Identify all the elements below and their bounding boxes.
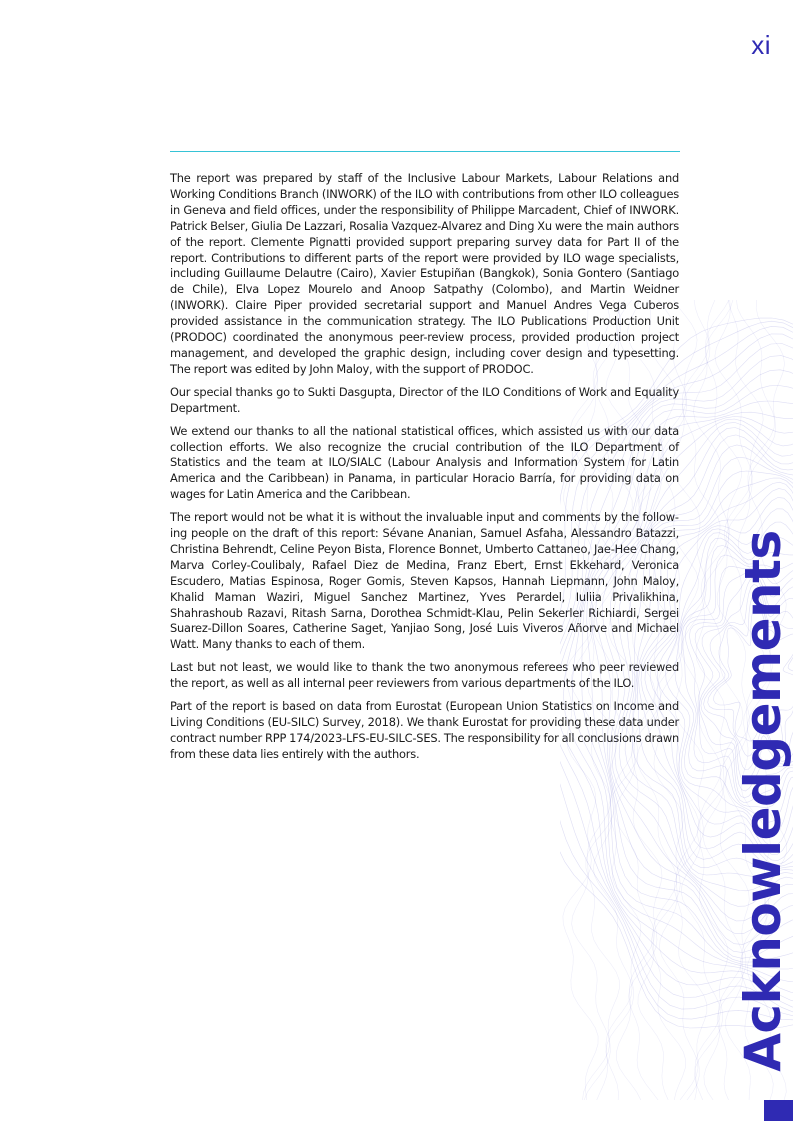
page-number: xi (751, 30, 771, 60)
corner-block (764, 1100, 793, 1121)
header-rule (170, 151, 680, 152)
paragraph-reviewers: The report would not be what it is without the invaluable input and comments by the following people on the draft of this report: Sévane Ananian, Samuel Asfaha, Alessandro Batazzi, Christina Behrendt, Celine Peyon Bista, Florence Bonnet, Umberto Cattaneo, Jae-Hee Chang, Marva Corley-Coulibaly, Rafael Diez de Medina, Franz Ebert, Ernst Ekkehard, Veronica Escudero, Matias Espinosa, Roger Gomis, Steven Kapsos, Hannah Liepmann, John Maloy, Khalid Maman Waziri, Miguel Sanchez Martinez, Yves Perardel, Iuliia Privalikhina, Shahrashoub Razavi, Ritash Sarna, Dorothea Schmidt-Klau, Pelin Sekerler Richiardi, Sergei Suarez-Dillon Soares, Catherine Saget, Yanjiao Song, José Luis Viveros Añorve and Michael Watt. Many thanks to each of them. (170, 510, 679, 652)
acknowledgements-body (170, 171, 679, 770)
paragraph-special-thanks: Our special thanks go to Sukti Dasgupta, Director of the ILO Conditions of Work and Equality Department. (170, 384, 679, 415)
paragraph-statistical-offices: We extend our thanks to all the national statistical offices, which assisted us with our data collection efforts. We also recognize the crucial contribution of the ILO Department of Statistics and the team at ILO/SIALC (Labour Analysis and Information System for Latin America and the Caribbean) in Panama, in particular Horacio Barría, for providing data on wages for Latin America and the Caribbean. (170, 423, 679, 502)
section-title-text: Acknowledgements (734, 530, 793, 1072)
paragraph-eurostat: Part of the report is based on data from Eurostat (European Union Statistics on Income and Living Conditions (EU-SILC) Survey, 2018). We thank Eurostat for providing these data under contract number RPP 174/2023-LFS-EU-SILC-SES. The responsibility for all conclusions drawn from these data lies entirely with the authors. (170, 699, 679, 761)
section-title (734, 521, 793, 1081)
paragraph-referees: Last but not least, we would like to thank the two anonymous referees who peer reviewed the report, as well as all internal peer reviewers from various departments of the ILO. (170, 660, 679, 691)
paragraph-authors: The report was prepared by staff of the Inclusive Labour Markets, Labour Relations and Working Conditions Branch (INWORK) of the ILO with contributions from other ILO colleagues in Geneva and field offices, under the responsibility of Philippe Marcadent, Chief of INWORK. Patrick Belser, Giulia De Lazzari, Rosalia Vazquez-Alvarez and Ding Xu were the main authors of the report. Clemente Pignatti provided support preparing survey data for Part II of the report. Contributions to different parts of the report were provided by ILO wage specialists, including Guillaume Delautre (Cairo), Xavier Estupiñan (Bangkok), Sonia Gontero (Santiago de Chile), Elva Lopez Mourelo and Anoop Satpathy (Colombo), and Martin Weidner (INWORK). Claire Piper provided secretarial support and Manuel Andres Vega Cuberos provided assistance in the communication strategy. The ILO Publications Production Unit (PRODOC) coordinated the anonymous peer-review process, provided production project management, and developed the graphic design, including cover design and typesetting. The report was edited by John Maloy, with the support of PRODOC. (170, 171, 679, 376)
